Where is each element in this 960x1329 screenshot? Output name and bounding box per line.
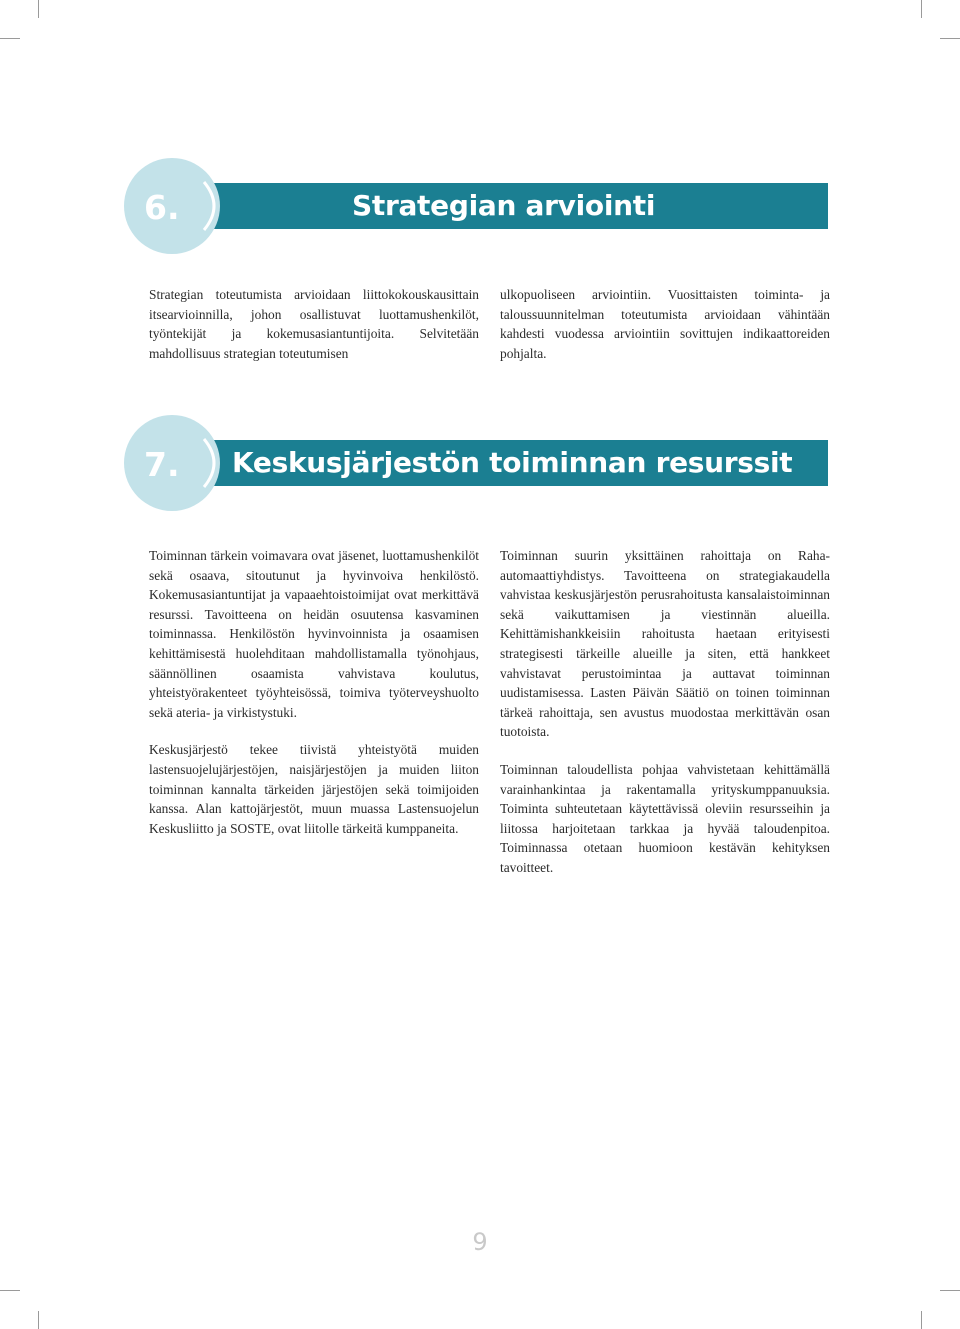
paragraph: Toiminnan tärkein voimavara ovat jäsenet, luottamushenkilöt sekä osaava, sitoutunut ja hyvinvoiva henkilöstö. Kokemusasiantuntijat ja vapaaehtoistoimijat ovat merkittävä resurssi. Tavoitteena on heidän osuutensa kasvaminen toiminnassa. Henkilöstön hyvinvoinnista ja osaamisen kehittämisestä huolehditaan mahdollistamalla työnohjaus, säännöllinen osaamista vahvistava koulutus, yhteistyörakenteet työyhteisössä, toimiva työterveyshuolto sekä ateria- ja virkistystuki. — [149, 548, 479, 720]
title-bar — [212, 183, 828, 229]
paragraph: Strategian toteutumista arvioidaan liittokokouskausittain itsearvioinnilla, johon osallistuvat luottamushenkilöt, työntekijät ja kokemusasiantuntijoita. Selvitetään mahdollisuus strategian toteutumisen — [149, 287, 479, 361]
section-6-heading — [120, 158, 830, 258]
page-number: 9 — [472, 1228, 488, 1256]
crop-mark — [940, 1290, 960, 1291]
section-number: 6. — [144, 188, 180, 227]
section-6-left-column — [149, 285, 479, 381]
crop-mark — [0, 1290, 20, 1291]
crop-mark — [38, 1311, 39, 1329]
title-bar — [212, 440, 828, 486]
crop-mark — [0, 38, 20, 39]
section-7-right-column — [500, 546, 830, 896]
section-title: Keskusjärjestön toiminnan resurssit — [232, 446, 793, 479]
crop-mark — [921, 1311, 922, 1329]
paragraph: Toiminnan suurin yksittäinen rahoittaja on Raha-automaattiyhdistys. Tavoitteena on strategiakaudella vahvistaa keskusjärjestön perusrahoitusta kansalaistoiminnan sekä vaikuttamisen ja viestinnän alueilla. Kehittämishankkeisiin rahoitusta haetaan erityisesti strategisesti tärkeille alueille ja siten, että hankkeet vahvistavat perustoimintaa ja auttavat toiminnan uudistamisessa. Lasten Päivän Säätiö on toinen toiminnan tärkeä rahoittaja, sen avustus muodostaa merkittävän osan tuotoista. — [500, 548, 830, 740]
section-7-heading — [120, 415, 830, 515]
section-number: 7. — [144, 445, 180, 484]
crop-mark — [38, 0, 39, 18]
section-title: Strategian arviointi — [352, 189, 656, 222]
parenthesis-divider — [200, 180, 226, 232]
parenthesis-divider — [200, 437, 226, 489]
crop-mark — [921, 0, 922, 18]
section-7-left-column — [149, 546, 479, 856]
section-6-right-column — [500, 285, 830, 381]
paragraph: ulkopuoliseen arviointiin. Vuosittaisten toiminta- ja taloussuunnitelman toteutumista arvioidaan vähintään kahdesti vuodessa arviointiin sovittujen indikaattoreiden pohjalta. — [500, 287, 830, 361]
paragraph: Keskusjärjestö tekee tiivistä yhteistyötä muiden lastensuojelujärjestöjen, naisjärjestöjen ja muiden liiton toiminnan kannalta tärkeiden järjestöjen sekä toimijoiden kanssa. Alan kattojärjestöt, muun muassa Lastensuojelun Keskusliitto ja SOSTE, ovat liitolle tärkeitä kumppaneita. — [149, 742, 479, 836]
paragraph: Toiminnan taloudellista pohjaa vahvistetaan kehittämällä varainhankintaa ja rakentamalla yrityskumppanuuksia. Toiminta suhteutetaan käytettävissä oleviin resursseihin ja liitossa harjoitetaan tarkkaa ja hyvää taloudenpitoa. Toiminnassa otetaan huomioon kestävän kehityksen tavoitteet. — [500, 761, 830, 875]
crop-mark — [940, 38, 960, 39]
